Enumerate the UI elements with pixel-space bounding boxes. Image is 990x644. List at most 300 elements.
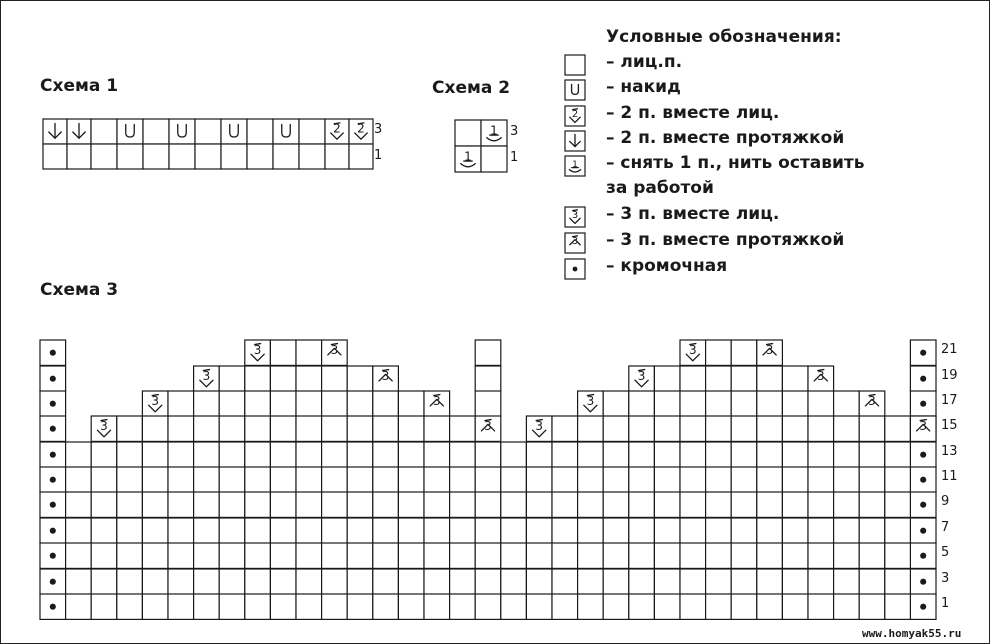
- scheme3-stitch-knit: [654, 518, 680, 543]
- scheme3-stitch-knit: [834, 416, 860, 441]
- legend-item-slip: – снять 1 п., нить оставить: [606, 153, 865, 173]
- scheme3-stitch-knit: [296, 366, 322, 391]
- scheme2-stitch-knit: [481, 146, 507, 172]
- scheme3-stitch-knit: [91, 518, 117, 543]
- scheme3-stitch-knit: [885, 543, 911, 568]
- scheme3-stitch-knit: [398, 543, 424, 568]
- scheme1-stitch-knit: [195, 119, 221, 144]
- scheme3-stitch-knit: [194, 391, 220, 416]
- scheme3-stitch-knit: [654, 442, 680, 467]
- scheme3-stitch-knit: [117, 467, 143, 492]
- scheme3-stitch-knit: [706, 492, 732, 517]
- scheme3-stitch-knit: [347, 518, 373, 543]
- scheme3-stitch-knit: [117, 492, 143, 517]
- scheme3-stitch-knit: [296, 416, 322, 441]
- scheme3-stitch-knit: [578, 467, 604, 492]
- scheme3-stitch-knit: [373, 518, 399, 543]
- scheme3-stitch-knit: [526, 492, 552, 517]
- scheme3-stitch-knit: [373, 492, 399, 517]
- scheme3-stitch-knit: [885, 492, 911, 517]
- scheme3-stitch-knit: [808, 391, 834, 416]
- scheme3-stitch-k3tog_tbl: [424, 391, 450, 416]
- scheme3-stitch-knit: [475, 492, 501, 517]
- legend-item-knit: – лиц.п.: [606, 52, 683, 72]
- scheme1-stitch-knit: [169, 144, 195, 169]
- scheme3-stitch-knit: [373, 569, 399, 594]
- scheme3-stitch-knit: [603, 391, 629, 416]
- scheme3-stitch-knit: [91, 442, 117, 467]
- scheme3-stitch-knit: [142, 518, 168, 543]
- scheme3-stitch-knit: [603, 442, 629, 467]
- scheme3-stitch-knit: [475, 340, 501, 365]
- scheme3-stitch-knit: [782, 518, 808, 543]
- scheme1-stitch-knit: [299, 144, 325, 169]
- scheme3-stitch-knit: [629, 416, 655, 441]
- scheme3-stitch-knit: [142, 492, 168, 517]
- scheme3-stitch-knit: [347, 467, 373, 492]
- scheme3-edge-stitch: [910, 391, 936, 416]
- scheme3-stitch-knit: [322, 366, 348, 391]
- scheme3-stitch-knit: [168, 442, 194, 467]
- scheme3-stitch-knit: [424, 467, 450, 492]
- scheme3-stitch-knit: [834, 594, 860, 619]
- scheme3-edge-stitch: [910, 594, 936, 619]
- scheme3-stitch-knit: [270, 366, 296, 391]
- scheme3-stitch-knit: [322, 594, 348, 619]
- scheme3-stitch-knit: [680, 594, 706, 619]
- scheme3-stitch-knit: [296, 594, 322, 619]
- scheme3-stitch-knit: [398, 391, 424, 416]
- scheme3-stitch-knit: [142, 442, 168, 467]
- scheme2-row-label-3: 3: [510, 124, 519, 139]
- scheme3-stitch-knit: [296, 569, 322, 594]
- scheme3-stitch-knit: [578, 416, 604, 441]
- scheme3-stitch-knit: [629, 518, 655, 543]
- scheme1-stitch-knit: [143, 119, 169, 144]
- scheme3-edge-stitch: [910, 518, 936, 543]
- svg-text:3: 3: [202, 368, 211, 383]
- legend-title: Условные обозначения:: [606, 27, 842, 47]
- scheme3-stitch-knit: [629, 467, 655, 492]
- scheme3-stitch-knit: [245, 467, 271, 492]
- scheme3-row-label-13: 13: [941, 444, 958, 459]
- scheme3-edge-stitch: [910, 467, 936, 492]
- svg-text:3: 3: [765, 342, 774, 357]
- scheme3-stitch-knit: [859, 492, 885, 517]
- svg-text:3: 3: [253, 342, 262, 357]
- scheme3-row-label-21: 21: [941, 342, 958, 357]
- scheme3-stitch-k3tog_tbl: [859, 391, 885, 416]
- scheme3-stitch-knit: [706, 467, 732, 492]
- scheme1-stitch-k2tog: [349, 119, 373, 144]
- scheme3-stitch-knit: [629, 569, 655, 594]
- scheme3-stitch-knit: [245, 543, 271, 568]
- scheme3-row-label-11: 11: [941, 469, 958, 484]
- legend-symbol-yo: [565, 80, 585, 100]
- scheme3-stitch-k3tog: [629, 366, 655, 391]
- legend-item-yarn-over: – накид: [606, 77, 681, 97]
- svg-text:3: 3: [535, 418, 544, 433]
- scheme3-stitch-knit: [859, 467, 885, 492]
- scheme3-stitch-knit: [66, 467, 92, 492]
- watermark: www.homyak55.ru: [862, 627, 962, 640]
- scheme3-stitch-k3tog: [194, 366, 220, 391]
- scheme3-stitch-knit: [450, 467, 476, 492]
- scheme3-stitch-knit: [501, 543, 527, 568]
- scheme3-stitch-knit: [552, 467, 578, 492]
- scheme2-title: Схема 2: [432, 78, 511, 98]
- scheme3-stitch-knit: [808, 569, 834, 594]
- scheme3-stitch-knit: [834, 442, 860, 467]
- scheme3-stitch-knit: [578, 492, 604, 517]
- scheme3-stitch-knit: [194, 467, 220, 492]
- legend-symbol-knit: [565, 55, 585, 75]
- scheme3-stitch-knit: [731, 594, 757, 619]
- scheme3-stitch-knit: [680, 366, 706, 391]
- scheme3-stitch-knit: [603, 467, 629, 492]
- scheme1-stitch-knit: [117, 144, 143, 169]
- scheme3-edge-stitch: [40, 366, 66, 391]
- scheme3-stitch-knit: [757, 391, 783, 416]
- scheme3-stitch-knit: [398, 518, 424, 543]
- scheme3-edge-stitch: [40, 543, 66, 568]
- scheme3-row-label-7: 7: [941, 520, 950, 535]
- scheme3-stitch-knit: [808, 416, 834, 441]
- scheme3-stitch-knit: [347, 442, 373, 467]
- scheme3-edge-stitch: [910, 442, 936, 467]
- svg-text:1: 1: [490, 123, 498, 138]
- scheme3-stitch-knit: [526, 594, 552, 619]
- scheme3-stitch-knit: [757, 594, 783, 619]
- scheme3-stitch-knit: [782, 391, 808, 416]
- scheme3-stitch-knit: [219, 594, 245, 619]
- scheme3-stitch-knit: [322, 416, 348, 441]
- scheme3-stitch-knit: [347, 543, 373, 568]
- scheme3-stitch-knit: [373, 391, 399, 416]
- scheme3-stitch-knit: [808, 543, 834, 568]
- scheme3-stitch-knit: [270, 391, 296, 416]
- scheme3-stitch-knit: [373, 442, 399, 467]
- scheme3-stitch-knit: [578, 594, 604, 619]
- scheme3-row-label-19: 19: [941, 368, 958, 383]
- scheme3-stitch-knit: [782, 416, 808, 441]
- scheme3-stitch-knit: [552, 594, 578, 619]
- scheme1-stitch-k2tog_tbl: [43, 119, 67, 144]
- scheme3-stitch-knit: [680, 416, 706, 441]
- scheme3-stitch-knit: [347, 492, 373, 517]
- scheme3-stitch-knit: [117, 569, 143, 594]
- svg-text:3: 3: [816, 368, 825, 383]
- scheme3-stitch-k3tog: [680, 340, 706, 365]
- scheme3-stitch-knit: [450, 543, 476, 568]
- scheme3-stitch-k3tog: [245, 340, 271, 365]
- scheme3-stitch-knit: [706, 366, 732, 391]
- svg-text:3: 3: [151, 393, 160, 408]
- scheme1-stitch-knit: [91, 119, 117, 144]
- scheme3-stitch-knit: [526, 467, 552, 492]
- scheme3-stitch-knit: [270, 594, 296, 619]
- scheme3-stitch-knit: [654, 366, 680, 391]
- scheme3-stitch-knit: [450, 416, 476, 441]
- scheme3-stitch-knit: [475, 594, 501, 619]
- scheme3-stitch-knit: [245, 416, 271, 441]
- scheme1-stitch-knit: [247, 144, 273, 169]
- scheme3-stitch-knit: [731, 492, 757, 517]
- legend-item-edge: – кромочная: [606, 256, 728, 276]
- scheme1-stitch-knit: [195, 144, 221, 169]
- scheme3-stitch-knit: [731, 340, 757, 365]
- scheme3-stitch-knit: [347, 391, 373, 416]
- scheme3-stitch-knit: [168, 594, 194, 619]
- scheme3-stitch-knit: [706, 442, 732, 467]
- scheme3-stitch-knit: [859, 518, 885, 543]
- scheme3-stitch-knit: [885, 594, 911, 619]
- scheme3-row-label-3: 3: [941, 571, 950, 586]
- scheme3-stitch-k3tog_tbl: [322, 340, 348, 365]
- scheme3-stitch-knit: [706, 340, 732, 365]
- scheme1-stitch-k2tog_tbl: [67, 119, 91, 144]
- scheme3-stitch-knit: [270, 467, 296, 492]
- scheme3-stitch-knit: [501, 518, 527, 543]
- scheme3-stitch-knit: [219, 366, 245, 391]
- scheme3-stitch-knit: [680, 543, 706, 568]
- scheme3-stitch-knit: [194, 543, 220, 568]
- scheme3-stitch-knit: [398, 442, 424, 467]
- scheme3-stitch-knit: [66, 442, 92, 467]
- scheme3-stitch-knit: [834, 492, 860, 517]
- scheme3-stitch-knit: [680, 391, 706, 416]
- legend-item-k3tog: – 3 п. вместе лиц.: [606, 204, 780, 224]
- scheme3-stitch-knit: [117, 518, 143, 543]
- scheme1-stitch-knit: [143, 144, 169, 169]
- scheme3-stitch-knit: [885, 442, 911, 467]
- scheme3-stitch-knit: [219, 543, 245, 568]
- scheme3-edge-stitch: [40, 492, 66, 517]
- scheme1-stitch-knit: [43, 144, 67, 169]
- scheme3-stitch-knit: [424, 492, 450, 517]
- scheme3-stitch-knit: [219, 492, 245, 517]
- scheme3-stitch-knit: [398, 492, 424, 517]
- scheme1-title: Схема 1: [40, 76, 119, 96]
- scheme3-stitch-knit: [680, 569, 706, 594]
- scheme1-stitch-knit: [273, 144, 299, 169]
- scheme3-stitch-knit: [501, 442, 527, 467]
- scheme3-stitch-knit: [757, 492, 783, 517]
- svg-text:3: 3: [571, 236, 579, 247]
- scheme3-stitch-knit: [219, 467, 245, 492]
- scheme3-stitch-knit: [270, 518, 296, 543]
- scheme3-stitch-knit: [194, 492, 220, 517]
- scheme3-stitch-knit: [552, 543, 578, 568]
- scheme3-stitch-knit: [782, 366, 808, 391]
- scheme3-stitch-knit: [731, 442, 757, 467]
- scheme1-stitch-k2tog: [325, 119, 349, 144]
- scheme3-stitch-knit: [194, 416, 220, 441]
- scheme3-stitch-knit: [603, 594, 629, 619]
- scheme3-stitch-knit: [398, 416, 424, 441]
- scheme3-stitch-knit: [219, 391, 245, 416]
- scheme3-stitch-knit: [347, 366, 373, 391]
- scheme3-edge-stitch: [40, 569, 66, 594]
- scheme3-stitch-knit: [501, 467, 527, 492]
- scheme3-stitch-knit: [834, 518, 860, 543]
- scheme3-stitch-knit: [219, 569, 245, 594]
- svg-text:3: 3: [919, 418, 928, 433]
- scheme3-edge-stitch: [40, 467, 66, 492]
- scheme3-stitch-knit: [552, 442, 578, 467]
- scheme1-stitch-yo: [117, 119, 143, 144]
- scheme3-stitch-knit: [654, 467, 680, 492]
- scheme3-stitch-knit: [322, 518, 348, 543]
- scheme3-stitch-knit: [578, 569, 604, 594]
- scheme3-stitch-knit: [578, 442, 604, 467]
- scheme3-edge-stitch: [40, 594, 66, 619]
- scheme3-stitch-knit: [66, 543, 92, 568]
- scheme3-stitch-knit: [654, 543, 680, 568]
- svg-text:3: 3: [484, 418, 492, 433]
- legend-symbol-sl1: [565, 156, 585, 176]
- scheme3-stitch-knit: [270, 492, 296, 517]
- scheme3-stitch-knit: [782, 594, 808, 619]
- scheme3-stitch-knit: [629, 543, 655, 568]
- scheme3-stitch-knit: [808, 492, 834, 517]
- scheme3-stitch-knit: [603, 543, 629, 568]
- scheme3-stitch-knit: [475, 442, 501, 467]
- scheme1-stitch-yo: [273, 119, 299, 144]
- scheme3-stitch-knit: [219, 442, 245, 467]
- svg-text:3: 3: [586, 393, 595, 408]
- scheme3-stitch-knit: [859, 416, 885, 441]
- scheme3-stitch-knit: [629, 442, 655, 467]
- scheme3-stitch-knit: [66, 492, 92, 517]
- scheme3-stitch-knit: [245, 442, 271, 467]
- scheme3-stitch-knit: [450, 518, 476, 543]
- legend-symbol-k2tog: [565, 106, 585, 126]
- scheme2-stitch-knit: [455, 120, 481, 146]
- scheme3-stitch-knit: [450, 594, 476, 619]
- scheme3-stitch-knit: [373, 416, 399, 441]
- scheme3-stitch-knit: [66, 569, 92, 594]
- scheme3-stitch-knit: [834, 569, 860, 594]
- scheme1-stitch-knit: [91, 144, 117, 169]
- scheme3-stitch-knit: [731, 416, 757, 441]
- scheme3-stitch-knit: [859, 442, 885, 467]
- scheme3-stitch-knit: [91, 492, 117, 517]
- scheme3-stitch-knit: [885, 416, 911, 441]
- scheme2-stitch-sl1: [481, 120, 507, 146]
- scheme3-stitch-knit: [808, 594, 834, 619]
- scheme3-stitch-knit: [654, 594, 680, 619]
- svg-text:2: 2: [357, 121, 365, 136]
- legend-item-k2tog-tbl: – 2 п. вместе протяжкой: [606, 128, 845, 148]
- scheme3-stitch-knit: [450, 492, 476, 517]
- legend-symbol-k2tog_tbl: [565, 131, 585, 151]
- scheme3-stitch-knit: [834, 543, 860, 568]
- scheme3-stitch-knit: [706, 416, 732, 441]
- scheme3-stitch-k3tog_tbl: [757, 340, 783, 365]
- scheme3-edge-stitch: [40, 442, 66, 467]
- scheme3-stitch-knit: [66, 518, 92, 543]
- scheme3-stitch-knit: [552, 416, 578, 441]
- scheme3-stitch-knit: [629, 391, 655, 416]
- scheme3-stitch-knit: [66, 594, 92, 619]
- legend-symbol-edge: [565, 259, 585, 279]
- svg-text:3: 3: [100, 418, 108, 433]
- scheme1-stitch-knit: [221, 144, 247, 169]
- scheme3-stitch-knit: [296, 391, 322, 416]
- scheme3-stitch-knit: [885, 467, 911, 492]
- scheme3-stitch-knit: [322, 442, 348, 467]
- scheme3-stitch-knit: [706, 391, 732, 416]
- scheme3-stitch-knit: [296, 543, 322, 568]
- scheme3-stitch-knit: [757, 416, 783, 441]
- scheme3-edge-stitch: [910, 492, 936, 517]
- scheme3-title: Схема 3: [40, 280, 119, 300]
- scheme3-stitch-knit: [142, 569, 168, 594]
- scheme3-stitch-knit: [782, 569, 808, 594]
- scheme3-row-label-15: 15: [941, 418, 958, 433]
- scheme1-stitch-knit: [247, 119, 273, 144]
- scheme3-stitch-knit: [680, 492, 706, 517]
- scheme3-stitch-knit: [475, 543, 501, 568]
- scheme3-stitch-knit: [270, 543, 296, 568]
- scheme3-stitch-knit: [885, 569, 911, 594]
- scheme3-stitch-knit: [859, 594, 885, 619]
- scheme3-stitch-knit: [859, 543, 885, 568]
- scheme3-stitch-knit: [296, 518, 322, 543]
- scheme3-stitch-knit: [245, 366, 271, 391]
- scheme3-stitch-knit: [270, 442, 296, 467]
- scheme3-stitch-knit: [450, 442, 476, 467]
- scheme3-stitch-knit: [168, 467, 194, 492]
- svg-text:3: 3: [381, 368, 390, 383]
- scheme3-stitch-knit: [424, 569, 450, 594]
- scheme3-stitch-knit: [398, 594, 424, 619]
- scheme3-stitch-knit: [501, 594, 527, 619]
- scheme3-stitch-knit: [194, 518, 220, 543]
- scheme3-stitch-knit: [219, 416, 245, 441]
- svg-text:3: 3: [637, 368, 646, 383]
- scheme3-edge-stitch: [910, 340, 936, 365]
- scheme3-stitch-knit: [270, 569, 296, 594]
- scheme1-stitch-knit: [349, 144, 373, 169]
- scheme3-stitch-knit: [168, 518, 194, 543]
- scheme3-stitch-k3tog: [142, 391, 168, 416]
- scheme3-stitch-knit: [731, 569, 757, 594]
- scheme3-stitch-knit: [706, 569, 732, 594]
- scheme3-stitch-knit: [654, 416, 680, 441]
- svg-text:3: 3: [868, 393, 876, 408]
- scheme3-stitch-knit: [757, 467, 783, 492]
- scheme1-stitch-knit: [67, 144, 91, 169]
- scheme3-stitch-k3tog: [91, 416, 117, 441]
- scheme3-stitch-knit: [424, 543, 450, 568]
- scheme3-edge-stitch: [40, 416, 66, 441]
- scheme3-stitch-knit: [731, 518, 757, 543]
- scheme3-stitch-knit: [475, 518, 501, 543]
- svg-text:2: 2: [571, 109, 579, 120]
- scheme3-stitch-knit: [168, 416, 194, 441]
- scheme3-stitch-knit: [270, 340, 296, 365]
- scheme3-stitch-knit: [629, 594, 655, 619]
- scheme3-stitch-knit: [117, 416, 143, 441]
- scheme3-stitch-knit: [731, 543, 757, 568]
- scheme3-stitch-knit: [219, 518, 245, 543]
- scheme3-edge-stitch: [910, 543, 936, 568]
- scheme1-stitch-yo: [221, 119, 247, 144]
- scheme3-stitch-knit: [117, 594, 143, 619]
- svg-text:3: 3: [571, 210, 579, 221]
